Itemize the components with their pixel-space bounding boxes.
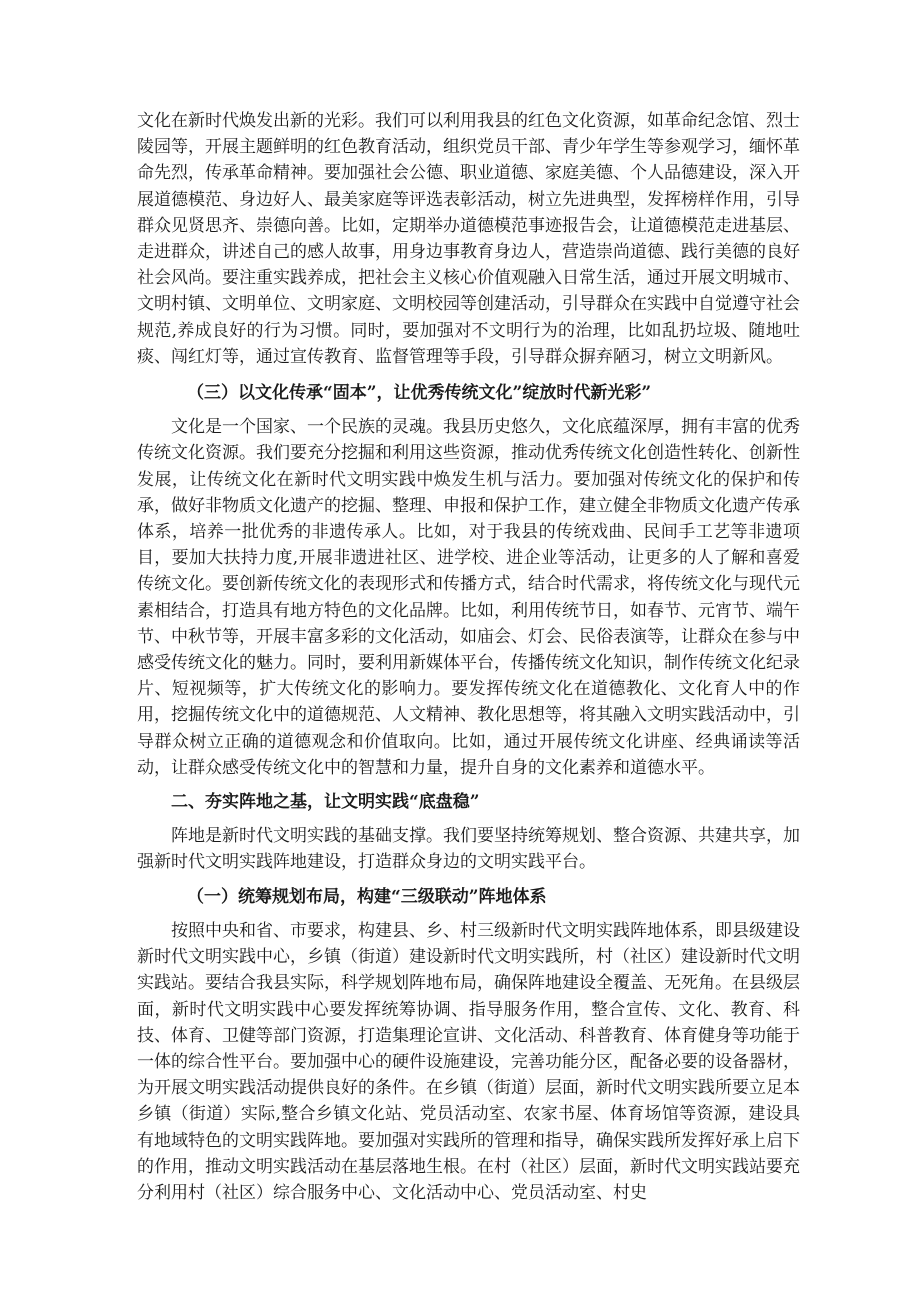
body-paragraph: 文化是一个国家、一个民族的灵魂。我县历史悠久，文化底蕴深厚，拥有丰富的优秀传统文化资源。我们要充分挖掘和利用这些资源，推动优秀传统文化创造性转化、创新性发展，让传统文化在新时代文明实践中焕发生机与活力。要加强对传统文化的保护和传承，做好非物质文化遗产的挖掘、整理、申报和保护工作，建立健全非物质文化遗产传承体系，培养一批优秀的非遗传承人。比如，对于我县的传统戏曲、民间手工艺等非遗项目，要加大扶持力度,开展非遗进社区、进学校、进企业等活动，让更多的人了解和喜爱传统文化。要创新传统文化的表现形式和传播方式，结合时代需求，将传统文化与现代元素相结合，打造具有地方特色的文化品牌。比如，利用传统节日，如春节、元宵节、端午节、中秋节等，开展丰富多彩的文化活动，如庙会、灯会、民俗表演等，让群众在参与中感受传统文化的魅力。同时，要利用新媒体平台，传播传统文化知识，制作传统文化纪录片、短视频等，扩大传统文化的影响力。要发挥传统文化在道德教化、文化育人中的作用，挖掘传统文化中的道德规范、人文精神、教化思想等，将其融入文明实践活动中，引导群众树立正确的道德观念和价值取向。比如，通过开展传统文化讲座、经典诵读等活动，让群众感受传统文化中的智慧和力量，提升自身的文化素养和道德水平。 <box>137 417 800 778</box>
body-paragraph: 文化在新时代焕发出新的光彩。我们可以利用我县的红色文化资源，如革命纪念馆、烈士陵园等，开展主题鲜明的红色教育活动，组织党员干部、青少年学生等参观学习，缅怀革命先烈，传承革命精神。要加强社会公德、职业道德、家庭美德、个人品德建设，深入开展道德模范、身边好人、最美家庭等评选表彰活动，树立先进典型，发挥榜样作用，引导群众见贤思齐、崇德向善。比如，定期举办道德模范事迹报告会，让道德模范走进基层、走进群众，讲述自己的感人故事，用身边事教育身边人，营造崇尚道德、践行美德的良好社会风尚。要注重实践养成，把社会主义核心价值观融入日常生活，通过开展文明城市、文明村镇、文明单位、文明家庭、文明校园等创建活动，引导群众在实践中自觉遵守社会规范,养成良好的行为习惯。同时，要加强对不文明行为的治理，比如乱扔垃圾、随地吐痰、闯红灯等，通过宣传教育、监督管理等手段，引导群众摒弃陋习，树立文明新风。 <box>137 111 800 367</box>
section-heading: （三）以文化传承“固本”，让优秀传统文化”绽放时代新光彩” <box>187 383 652 404</box>
body-paragraph: 阵地是新时代文明实践的基础支撑。我们要坚持统筹规划、整合资源、共建共享，加强新时代文明实践阵地建设，打造群众身边的文明实践平台。 <box>137 826 800 873</box>
section-heading: （一）统筹规划布局，构建“三级联动”阵地体系 <box>187 886 547 907</box>
chapter-heading: 二、夯实阵地之基，让文明实践“底盘稳” <box>171 792 480 813</box>
body-paragraph: 按照中央和省、市要求，构建县、乡、村三级新时代文明实践阵地体系，即县级建设新时代文明实践中心，乡镇（街道）建设新时代文明实践所，村（社区）建设新时代文明实践站。要结合我县实际，科学规划阵地布局，确保阵地建设全覆盖、无死角。在县级层面，新时代文明实践中心要发挥统筹协调、指导服务作用，整合宣传、文化、教育、科技、体育、卫健等部门资源，打造集理论宣讲、文化活动、科普教育、体育健身等功能于一体的综合性平台。要加强中心的硬件设施建设，完善功能分区，配备必要的设备器材，为开展文明实践活动提供良好的条件。在乡镇（街道）层面，新时代文明实践所要立足本乡镇（街道）实际,整合乡镇文化站、党员活动室、农家书屋、体育场馆等资源，建设具有地域特色的文明实践阵地。要加强对实践所的管理和指导，确保实践所发挥好承上启下的作用，推动文明实践活动在基层落地生根。在村（社区）层面，新时代文明实践站要充分利用村（社区）综合服务中心、文化活动中心、党员活动室、村史 <box>137 920 800 1203</box>
